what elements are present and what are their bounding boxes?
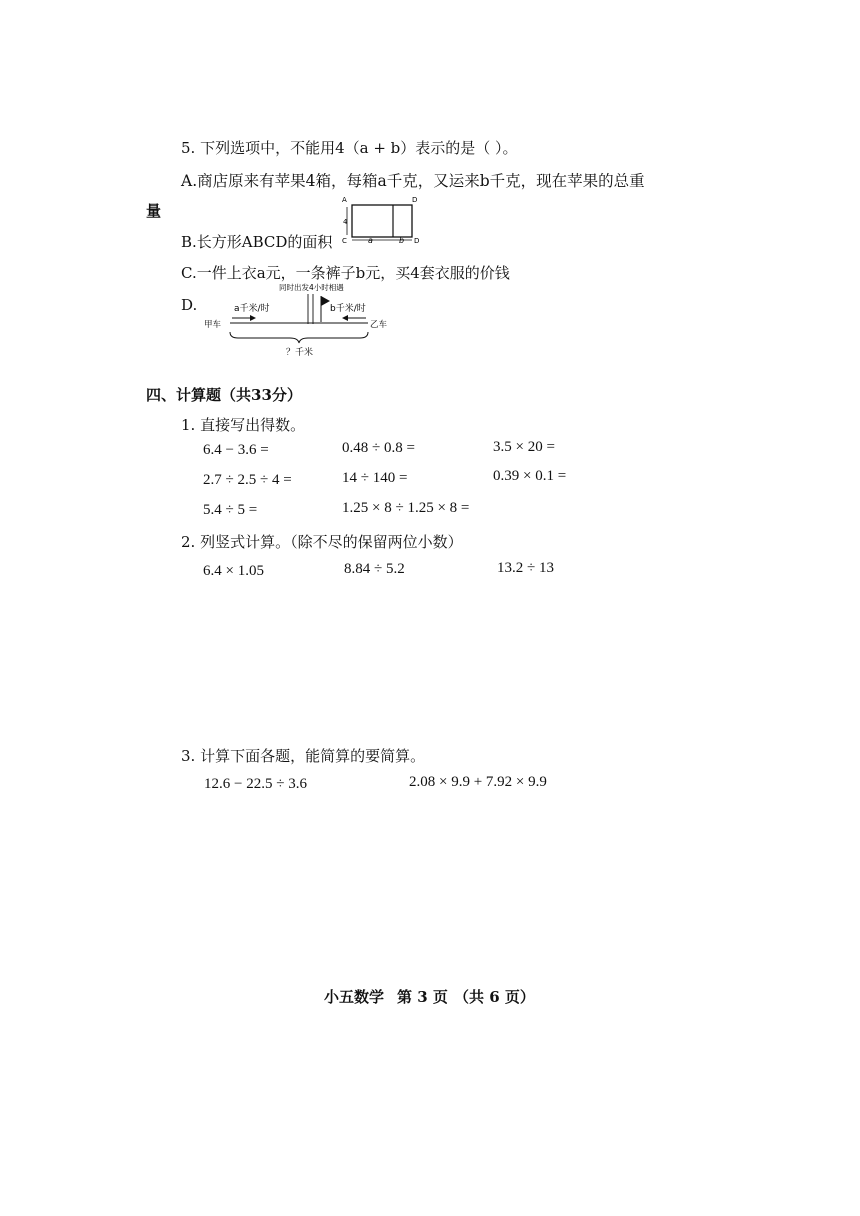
simplify-calc-2: 2.08 × 9.9 + 7.92 × 9.9 — [409, 774, 547, 790]
cars-left-label: 甲车 — [204, 320, 222, 330]
q5-option-a-line1: A.商店原来有苹果4箱，每箱a千克，又运来b千克，现在苹果的总重 — [181, 172, 645, 190]
calc-item-6: 0.39 × 0.1 = — [493, 468, 567, 484]
cars-top-label: 同时出发4小时相遇 — [279, 283, 344, 292]
problem-3-title: 3. 计算下面各题，能简算的要简算。 — [181, 747, 426, 765]
rect-side-label: 4 — [343, 218, 348, 226]
calc-item-4: 2.7 ÷ 2.5 ÷ 4 = — [203, 472, 292, 488]
cars-right-label: 乙车 — [370, 320, 388, 330]
calc-item-2: 0.48 ÷ 0.8 = — [342, 440, 415, 456]
rect-outline — [352, 205, 412, 237]
q5-option-a-line2: 量 — [146, 202, 162, 220]
rect-label-d-bottom: D — [414, 237, 420, 245]
vertical-calc-2: 8.84 ÷ 5.2 — [344, 561, 405, 577]
rect-label-a-corner: A — [342, 196, 347, 204]
cars-speed-a: a千米/时 — [234, 304, 270, 314]
calc-item-8: 1.25 × 8 ÷ 1.25 × 8 = — [342, 500, 470, 516]
calc-item-5: 14 ÷ 140 = — [342, 470, 408, 486]
cars-speed-b: b千米/时 — [330, 304, 366, 314]
cars-total-brace — [230, 332, 368, 343]
calc-item-1: 6.4 − 3.6 = — [203, 442, 269, 458]
flag-icon — [321, 296, 330, 306]
q5-stem: 5. 下列选项中，不能用4（a + b）表示的是（ ）。 — [181, 139, 518, 157]
meeting-cars-figure — [202, 282, 402, 362]
calc-item-7: 5.4 ÷ 5 = — [203, 502, 258, 518]
problem-1-title: 1. 直接写出得数。 — [181, 416, 306, 434]
section-4-title: 四、计算题（共33分） — [146, 386, 302, 404]
problem-2-title: 2. 列竖式计算。（除不尽的保留两位小数） — [181, 533, 463, 551]
rect-label-c-corner: C — [342, 237, 347, 245]
q5-option-b: B.长方形ABCD的面积 — [181, 233, 333, 251]
vertical-calc-3: 13.2 ÷ 13 — [497, 560, 554, 576]
q5-option-d: D. — [181, 296, 198, 314]
cars-total-label: ？千米 — [286, 348, 314, 358]
footer-subject: 小五数学 — [324, 988, 385, 1006]
vertical-calc-1: 6.4 × 1.05 — [203, 563, 264, 579]
footer-page: 第 3 页 — [397, 988, 448, 1006]
rectangle-abcd-figure — [338, 193, 428, 247]
car-a-arrowhead — [250, 315, 256, 321]
calc-item-3: 3.5 × 20 = — [493, 439, 555, 455]
rect-label-a: a — [368, 236, 373, 245]
simplify-calc-1: 12.6 − 22.5 ÷ 3.6 — [204, 776, 307, 792]
footer-total-pages: （共 6 页） — [454, 988, 535, 1006]
rect-label-d-corner: D — [412, 196, 418, 204]
rect-label-b: b — [399, 236, 405, 245]
car-b-arrowhead — [342, 315, 348, 321]
q5-option-c: C.一件上衣a元，一条裤子b元，买4套衣服的价钱 — [181, 264, 510, 282]
